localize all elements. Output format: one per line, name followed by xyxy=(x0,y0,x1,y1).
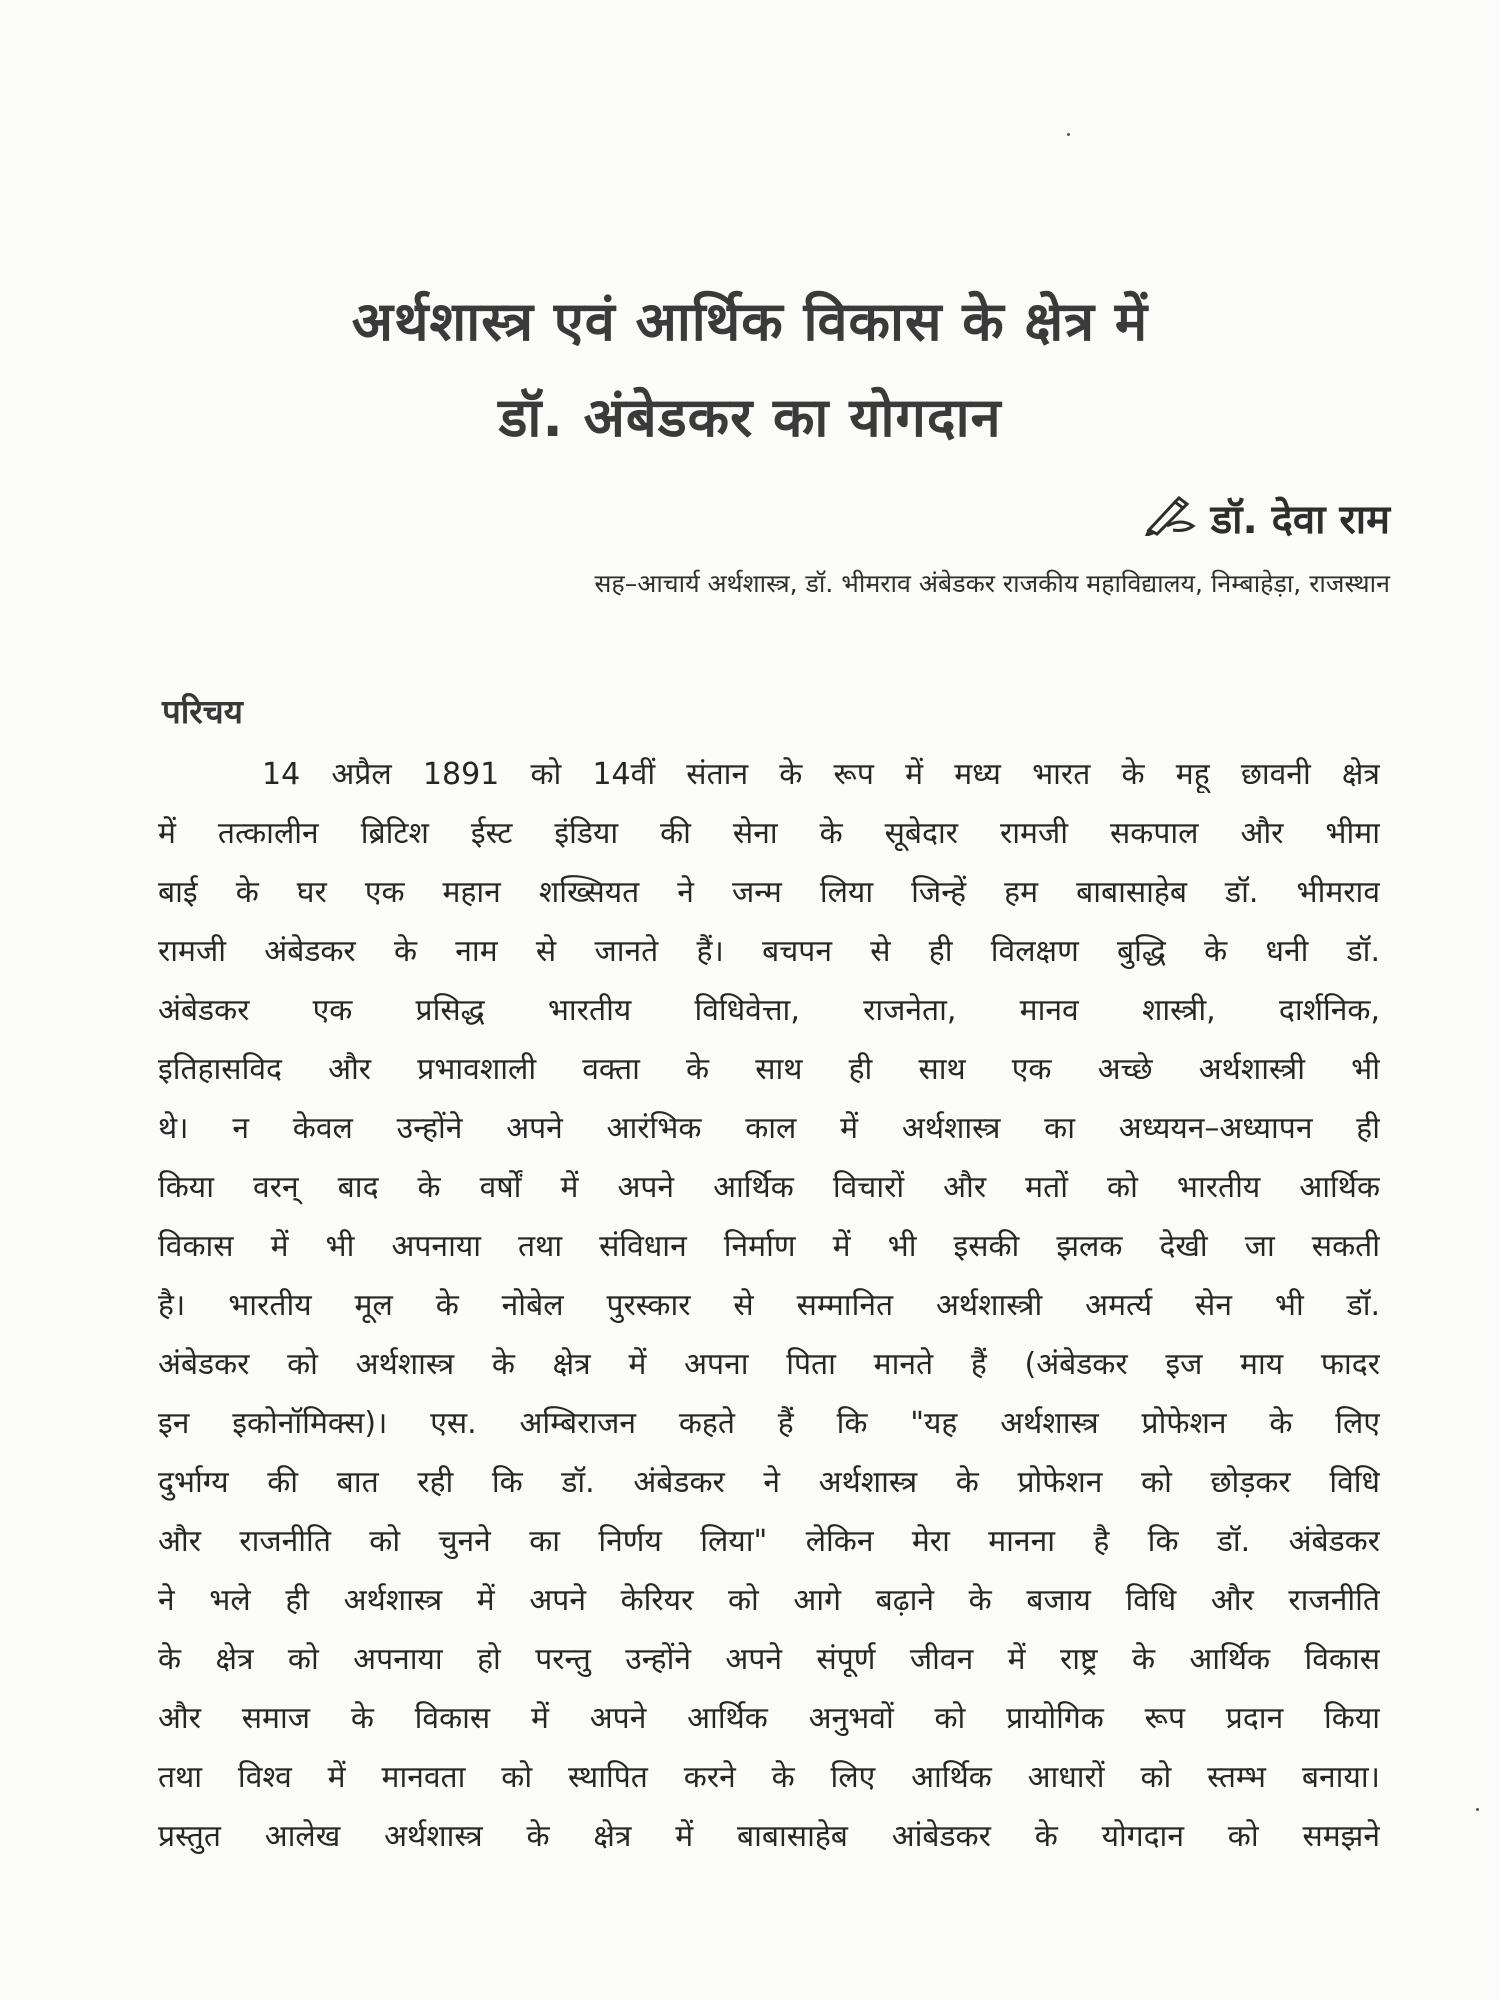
paragraph-line: तथा विश्व में मानवता को स्थापित करने के लिए आर्थिक आधारों को स्तम्भ बनाया। xyxy=(158,1760,1380,1795)
article-title-line-1: अर्थशास्त्र एवं आर्थिक विकास के क्षेत्र में xyxy=(351,290,1149,353)
paragraph-line: इन इकोनॉमिक्स)। एस. अम्बिराजन कहते हैं कि "यह अर्थशास्त्र प्रोफेशन के लिए xyxy=(158,1406,1380,1441)
paragraph-line: ने भले ही अर्थशास्त्र में अपने केरियर को आगे बढ़ाने के बजाय विधि और राजनीति xyxy=(158,1583,1380,1618)
paragraph-line: रामजी अंबेडकर के नाम से जानते हैं। बचपन से ही विलक्षण बुद्धि के धनी डॉ. xyxy=(158,934,1380,969)
paragraph-line: प्रस्तुत आलेख अर्थशास्त्र के क्षेत्र में बाबासाहेब आंबेडकर के योगदान को समझने xyxy=(158,1819,1380,1854)
article-title-line-2: डॉ. अंबेडकर का योगदान xyxy=(498,386,1002,449)
author-affiliation: सह–आचार्य अर्थशास्त्र, डॉ. भीमराव अंबेडकर राजकीय महाविद्यालय, निम्बाहेड़ा, राजस्थान xyxy=(594,569,1390,598)
paragraph-line: अंबेडकर को अर्थशास्त्र के क्षेत्र में अपना पिता मानते हैं (अंबेडकर इज माय फादर xyxy=(158,1347,1380,1382)
paragraph-line: अंबेडकर एक प्रसिद्ध भारतीय विधिवेत्ता, राजनेता, मानव शास्त्री, दार्शनिक, xyxy=(158,993,1380,1028)
paragraph-line: में तत्कालीन ब्रिटिश ईस्ट इंडिया की सेना के सूबेदार रामजी सकपाल और भीमा xyxy=(158,816,1380,851)
paragraph-line: के क्षेत्र को अपनाया हो परन्तु उन्होंने अपने संपूर्ण जीवन में राष्ट्र के आर्थिक विकास xyxy=(158,1642,1380,1677)
paragraph-line: विकास में भी अपनाया तथा संविधान निर्माण में भी इसकी झलक देखी जा सकती xyxy=(158,1229,1380,1264)
paragraph-line: किया वरन् बाद के वर्षों में अपने आर्थिक विचारों और मतों को भारतीय आर्थिक xyxy=(158,1170,1380,1205)
pen-icon xyxy=(1145,496,1197,540)
scan-speck xyxy=(1476,1808,1479,1811)
section-heading: परिचय xyxy=(162,692,243,731)
paragraph-line: और राजनीति को चुनने का निर्णय लिया" लेकिन मेरा मानना है कि डॉ. अंबेडकर xyxy=(158,1524,1380,1559)
paragraph-line: और समाज के विकास में अपने आर्थिक अनुभवों को प्रायोगिक रूप प्रदान किया xyxy=(158,1701,1380,1736)
author-name: डॉ. देवा राम xyxy=(1210,497,1390,543)
paragraph-line: बाई के घर एक महान शख्सियत ने जन्म लिया जिन्हें हम बाबासाहेब डॉ. भीमराव xyxy=(158,875,1380,910)
paragraph-line: है। भारतीय मूल के नोबेल पुरस्कार से सम्मानित अर्थशास्त्री अमर्त्य सेन भी डॉ. xyxy=(158,1288,1380,1323)
scan-speck xyxy=(1067,133,1070,136)
paragraph-line: दुर्भाग्य की बात रही कि डॉ. अंबेडकर ने अर्थशास्त्र के प्रोफेशन को छोड़कर विधि xyxy=(158,1465,1380,1500)
author-byline xyxy=(1145,490,1390,545)
paragraph-line: थे। न केवल उन्होंने अपने आरंभिक काल में अर्थशास्त्र का अध्ययन–अध्यापन ही xyxy=(158,1111,1380,1146)
paragraph-line: इतिहासविद और प्रभावशाली वक्ता के साथ ही साथ एक अच्छे अर्थशास्त्री भी xyxy=(158,1052,1380,1087)
paragraph-line: 14 अप्रैल 1891 को 14वीं संतान के रूप में मध्य भारत के महू छावनी क्षेत्र xyxy=(262,757,1380,792)
